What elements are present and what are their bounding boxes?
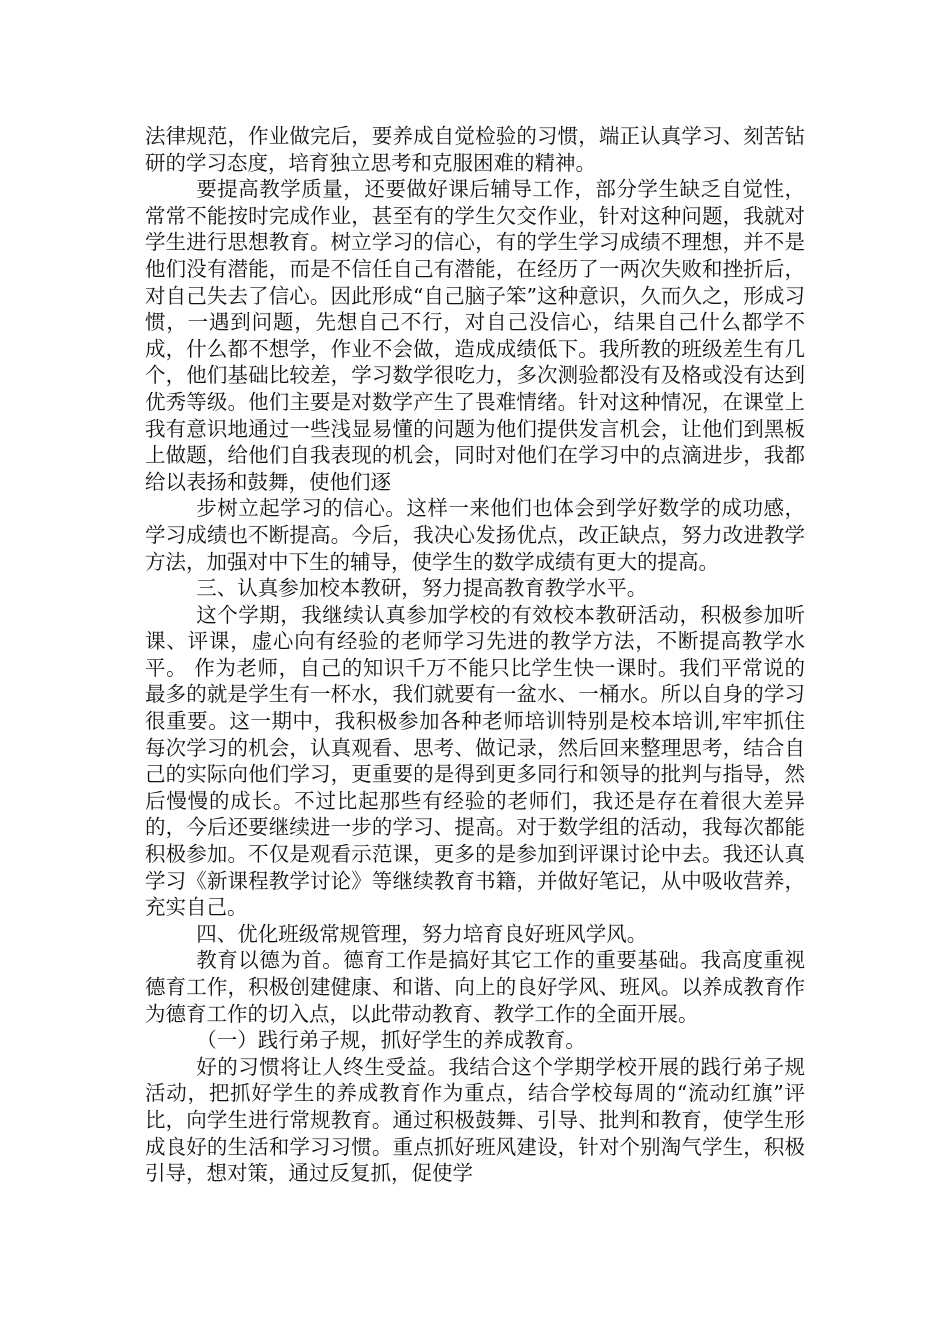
section-heading-3: 三、认真参加校本教研，努力提高教育教学水平。 [196, 576, 648, 601]
paragraph-3: 步树立起学习的信心。这样一来他们也体会到学好数学的成功感，学习成绩也不断提高。今后，我决心发扬优点，改正缺点，努力改进教学方法，加强对中下生的辅导，使学生的数学成绩有更大的提高。 [145, 496, 805, 574]
paragraph-1: 法律规范，作业做完后，要养成自觉检验的习惯，端正认真学习、刻苦钻研的学习态度，培育独立思考和克服困难的精神。 [145, 124, 805, 175]
paragraph-2: 要提高教学质量，还要做好课后辅导工作，部分学生缺乏自觉性，常常不能按时完成作业，甚至有的学生欠交作业，针对这种问题，我就对学生进行思想教育。树立学习的信心，有的学生学习成绩不理想，并不是他们没有潜能，而是不信任自己有潜能，在经历了一两次失败和挫折后，对自己失去了信心。因此形成“自己脑子笨”这种意识，久而久之，形成习惯，一遇到问题，先想自己不行，对自己没信心，结果自己什么都学不成，什么都不想学，作业不会做，造成成绩低下。我所教的班级差生有几个，他们基础比较差，学习数学很吃力，多次测验都没有及格或没有达到优秀等级。他们主要是对数学产生了畏难情绪。针对这种情况，在课堂上我有意识地通过一些浅显易懂的问题为他们提供发言机会，让他们到黑板上做题，给他们自我表现的机会，同时对他们在学习中的点滴进步，我都给以表扬和鼓舞，使他们逐 [145, 177, 805, 494]
paragraph-5: 教育以德为首。德育工作是搞好其它工作的重要基础。我高度重视德育工作，积极创建健康、和谐、向上的良好学风、班风。以养成教育作为德育工作的切入点，以此带动教育、教学工作的全面开展。 [145, 948, 805, 1026]
subsection-heading-1: （一）践行弟子规，抓好学生的养成教育。 [196, 1028, 586, 1053]
section-heading-4: 四、优化班级常规管理，努力培育良好班风学风。 [196, 921, 648, 946]
document-body [145, 123, 805, 1187]
paragraph-6: 好的习惯将让人终生受益。我结合这个学期学校开展的践行弟子规活动，把抓好学生的养成教育作为重点，结合学校每周的“流动红旗”评比，向学生进行常规教育。通过积极鼓舞、引导、批判和教育，使学生形成良好的生活和学习习惯。重点抓好班风建设，针对个别淘气学生，积极引导，想对策，通过反复抓，促使学 [145, 1054, 805, 1186]
paragraph-4: 这个学期，我继续认真参加学校的有效校本教研活动，积极参加听课、评课，虚心向有经验的老师学习先进的教学方法，不断提高教学水平。 作为老师，自己的知识千万不能只比学生快一课时。我们平常说的最多的就是学生有一杯水，我们就要有一盆水、一桶水。所以自身的学习很重要。这一期中，我积极参加各种老师培训特别是校本培训,牢牢抓住每次学习的机会，认真观看、思考、做记录，然后回来整理思考，结合自己的实际向他们学习，更重要的是得到更多同行和领导的批判与指导，然后慢慢的成长。不过比起那些有经验的老师们，我还是存在着很大差异的，今后还要继续进一步的学习、提高。对于数学组的活动，我每次都能积极参加。不仅是观看示范课，更多的是参加到评课讨论中去。我还认真学习《新课程教学讨论》等继续教育书籍，并做好笔记，从中吸收营养，充实自己。 [145, 602, 805, 920]
